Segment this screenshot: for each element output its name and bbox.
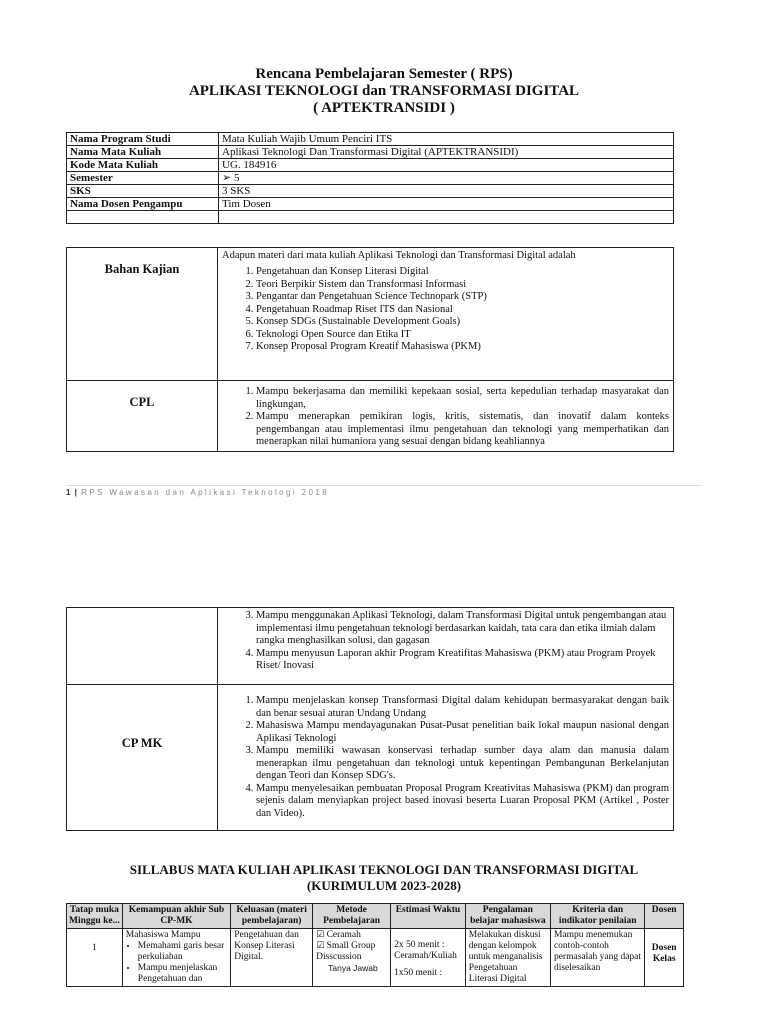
info-key: Kode Mata Kuliah [67, 159, 219, 172]
cpl-continued-content [218, 608, 674, 685]
table-row [67, 929, 684, 987]
estimasi-cell [391, 929, 466, 987]
estimasi-item: 2x 50 menit : Ceramah/Kuliah [394, 940, 457, 961]
title-line-1: Rencana Pembelajaran Semester ( RPS) [255, 66, 513, 82]
column-header-dosen: Dosen [645, 904, 684, 929]
cpl-list [222, 386, 669, 449]
info-value: ➢ 5 [219, 172, 674, 185]
table-row [67, 608, 674, 685]
table-row [67, 685, 674, 831]
checkbox-icon: ☑ [316, 941, 325, 951]
list-item: 2. Mahasiswa Mampu mendayagunakan Pusat-Pusat penelitian baik lokal maupun nasional dengan Aplikasi Teknologi [256, 720, 669, 745]
list-item: 4. Mampu menyusun Laporan akhir Program Kreatifitas Mahasiswa (PKM) atau Program Proyek Riset/ Inovasi [256, 648, 669, 673]
info-key [67, 211, 219, 224]
syllabus-title [0, 862, 768, 894]
info-value: Tim Dosen [219, 198, 674, 211]
metode-item: Tanya Jawab [328, 963, 378, 973]
table-row [67, 185, 674, 198]
list-item: 6. Teknologi Open Source dan Etika IT [256, 329, 669, 342]
metode-cell [313, 929, 391, 987]
info-key: Nama Dosen Pengampu [67, 198, 219, 211]
list-item: • Memahami garis besar perkuliahan [138, 941, 227, 963]
column-header-metode: Metode Pembelajaran [313, 904, 391, 929]
table-row [67, 172, 674, 185]
list-item: 3. Mampu memiliki wawasan konservasi terhadap sumber daya alam dan manusia dalam menerapkan ilmu pengetahuan dan teknologi untuk kepentingan Pembangunan Berkelanjutan dengan Teori dan Konsep SDG's. [256, 745, 669, 783]
bahan-kajian-intro: Adapun materi dari mata kuliah Aplikasi Teknologi dan Transformasi Digital adalah [222, 250, 576, 261]
info-key: Nama Mata Kuliah [67, 146, 219, 159]
syllabus-title-line-1: SILLABUS MATA KULIAH APLIKASI TEKNOLOGI DAN TRANSFORMASI DIGITAL [129, 862, 639, 877]
column-header-kemampuan: Kemampuan akhir Sub CP-MK [122, 904, 230, 929]
kemampuan-cell [122, 929, 230, 987]
info-value: Mata Kuliah Wajib Umum Penciri ITS [219, 133, 674, 146]
info-value: Aplikasi Teknologi Dan Transformasi Digital (APTEKTRANSIDI) [219, 146, 674, 159]
column-header-estimasi: Estimasi Waktu [391, 904, 466, 929]
table-row [67, 211, 674, 224]
cpl-cpmk-table [66, 607, 674, 831]
table-row [67, 146, 674, 159]
list-item: 5. Konsep SDGs (Sustainable Development Goals) [256, 316, 669, 329]
list-item: 1. Pengetahuan dan Konsep Literasi Digital [256, 266, 669, 279]
footer-separator: | [71, 488, 82, 497]
table-row [67, 159, 674, 172]
info-key: Semester [67, 172, 219, 185]
bahan-kajian-label: Bahan Kajian [67, 248, 218, 381]
metode-label: Ceramah [326, 930, 361, 940]
metode-item [316, 930, 387, 941]
list-item: 2. Teori Berpikir Sistem dan Transformasi Informasi [256, 279, 669, 292]
table-row [67, 248, 674, 381]
cpl-content [218, 381, 674, 452]
column-header-pengalaman: Pengalaman belajar mahasiswa [465, 904, 550, 929]
footer-text: RPS Wawasan dan Aplikasi Teknologi 2018 [81, 488, 330, 497]
bahan-kajian-list [222, 266, 669, 354]
page-number: 1 [66, 488, 72, 497]
info-value [219, 211, 674, 224]
list-item: 7. Konsep Proposal Program Kreatif Mahasiswa (PKM) [256, 341, 669, 354]
syllabus-table [66, 903, 684, 987]
checkbox-icon: ☑ [316, 930, 325, 940]
column-header-tatap: Tatap muka Minggu ke... [67, 904, 123, 929]
keluasan-cell: Pengetahuan dan Konsep Literasi Digital. [231, 929, 313, 987]
cpl-label: CPL [67, 381, 218, 452]
kemampuan-list [126, 941, 227, 985]
table-row [67, 381, 674, 452]
dosen-cell: Dosen Kelas [645, 929, 684, 987]
cpmk-content [218, 685, 674, 831]
estimasi-item: 1x50 menit : [394, 968, 443, 978]
syllabus-title-line-2: (KURIMULUM 2023-2028) [306, 878, 462, 893]
list-item: • Mampu menjelaskan Pengetahuan dan [138, 963, 227, 985]
page-footer [66, 485, 702, 497]
metode-label: Small Group Disscussion [316, 941, 376, 962]
course-info-table [66, 132, 674, 224]
list-item: 2. Mampu menerapkan pemikiran logis, kritis, sistematis, dan inovatif dalam konteks pengembangan atau implementasi ilmu pengetahuan dan teknologi yang memperhatikan dan menerapkan nilai humaniora yang sesuai dengan bidang keahliannya [256, 411, 669, 449]
cpmk-list [222, 695, 669, 820]
column-header-kriteria: Kriteria dan indikator penilaian [550, 904, 644, 929]
list-item: 3. Mampu menggunakan Aplikasi Teknologi, dalam Transformasi Digital untuk pengembangan atau implementasi ilmu pengetahuan teknologi berdasarkan kaidah, tata cara dan etika ilmiah dalam rangka menghasilkan solusi, dan gagasan [256, 610, 669, 648]
table-row [67, 198, 674, 211]
column-header-keluasan: Keluasan (materi pembelajaran) [231, 904, 313, 929]
bahan-kajian-content [218, 248, 674, 381]
list-item: 4. Pengetahuan Roadmap Riset ITS dan Nasional [256, 304, 669, 317]
info-value: UG. 184916 [219, 159, 674, 172]
info-value: 3 SKS [219, 185, 674, 198]
list-item: 1. Mampu bekerjasama dan memiliki kepekaan sosial, serta kepedulian terhadap masyarakat dan lingkungan, [256, 386, 669, 411]
document-title [0, 66, 768, 117]
bahan-cpl-table [66, 247, 674, 452]
title-line-2: APLIKASI TEKNOLOGI dan TRANSFORMASI DIGITAL [188, 83, 580, 99]
list-item: 3. Pengantar dan Pengetahuan Science Technopark (STP) [256, 291, 669, 304]
cpmk-label: CP MK [67, 685, 218, 831]
list-item: 4. Mampu menyelesaikan pembuatan Proposal Program Kreativitas Mahasiswa (PKM) dan program sejenis dalam menyiapkan project based inovasi beserta Luaran Proposal PKM (Artikel , Poster dan Video). [256, 783, 669, 821]
kemampuan-intro: Mahasiswa Mampu [125, 930, 201, 940]
info-key: Nama Program Studi [67, 133, 219, 146]
info-key: SKS [67, 185, 219, 198]
cpl-continued-list [222, 610, 669, 673]
metode-item [316, 941, 387, 963]
week-cell: 1 [67, 929, 123, 987]
cpl-continued-label [67, 608, 218, 685]
table-row [67, 133, 674, 146]
list-item: 1. Mampu menjelaskan konsep Transformasi Digital dalam kehidupan bermasyarakat dengan baik dan benar sesuai aturan Undang Undang [256, 695, 669, 720]
kriteria-cell: Mampu menemukan contoh-contoh permasalah yang dapat diselesaikan [550, 929, 644, 987]
pengalaman-cell: Melakukan diskusi dengan kelompok untuk menganalisis Pengetahuan Literasi Digital [465, 929, 550, 987]
table-header-row [67, 904, 684, 929]
title-line-3: ( APTEKTRANSIDI ) [313, 100, 455, 116]
